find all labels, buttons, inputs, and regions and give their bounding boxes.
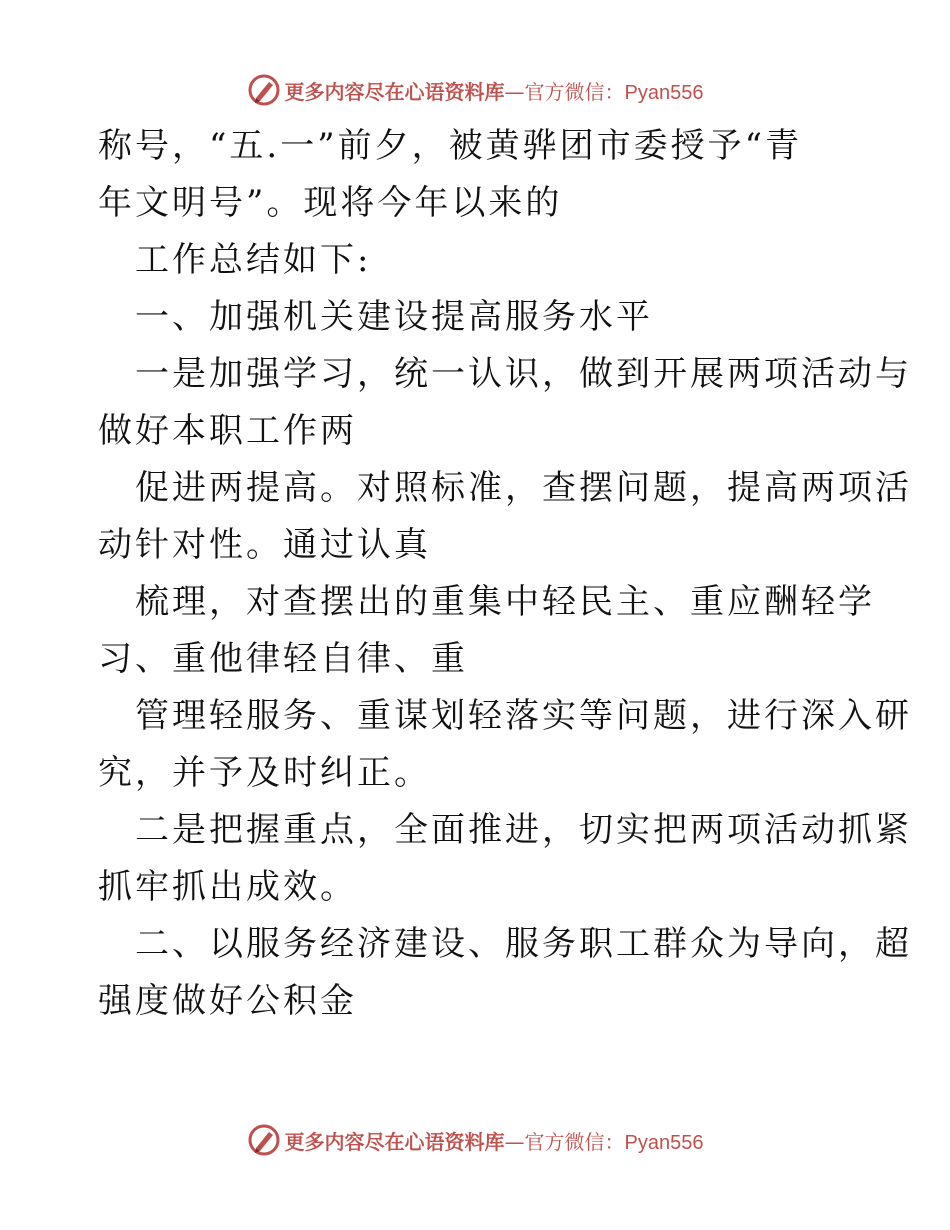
text-line: 称号，“五.一”前夕，被黄骅团市委授予“青 <box>98 126 802 166</box>
paragraph <box>98 802 912 916</box>
watermark-contact-label: 官方微信： <box>524 79 625 104</box>
document-body <box>98 118 912 1030</box>
footer-watermark-banner <box>0 1120 950 1160</box>
watermark-contact-label: 官方微信： <box>524 1129 625 1154</box>
text-line: 一是加强学习，统一认识，做到开展两项活动与 <box>135 354 912 394</box>
pen-logo-icon <box>247 73 281 107</box>
text-line: 梳理，对查摆出的重集中轻民主、重应酬轻学 <box>135 582 875 622</box>
text-line: 究，并予及时纠正。 <box>98 753 431 793</box>
text-line: 一、加强机关建设提高服务水平 <box>135 297 653 337</box>
footer-watermark-text <box>285 1126 704 1155</box>
watermark-dash: — <box>504 79 525 104</box>
paragraph <box>98 232 858 289</box>
text-line: 强度做好公积金 <box>98 981 357 1021</box>
watermark-site-name: 更多内容尽在心语资料库 <box>284 1129 505 1154</box>
text-line: 动针对性。通过认真 <box>98 525 431 565</box>
watermark-dash: — <box>504 1129 525 1154</box>
pen-logo-icon <box>247 1123 281 1157</box>
text-line: 习、重他律轻自律、重 <box>98 639 468 679</box>
header-watermark-banner <box>0 70 950 110</box>
watermark-contact-id: Pyan556 <box>624 81 704 104</box>
text-line: 二是把握重点，全面推进，切实把两项活动抓紧 <box>135 810 912 850</box>
text-line: 年文明号”。现将今年以来的 <box>98 183 563 223</box>
paragraph <box>98 688 912 802</box>
watermark-contact-id: Pyan556 <box>624 1131 704 1154</box>
text-line: 做好本职工作两 <box>98 411 357 451</box>
paragraph <box>98 118 858 232</box>
text-line: 促进两提高。对照标准，查摆问题，提高两项活 <box>135 468 912 508</box>
header-watermark-text <box>285 76 704 105</box>
paragraph <box>98 346 912 460</box>
text-line: 二、以服务经济建设、服务职工群众为导向，超 <box>135 924 912 964</box>
section-heading <box>98 916 912 1030</box>
text-line: 管理轻服务、重谋划轻落实等问题，进行深入研 <box>135 696 912 736</box>
text-line: 工作总结如下: <box>135 240 372 280</box>
paragraph <box>98 460 912 574</box>
paragraph <box>98 574 875 688</box>
section-heading <box>98 289 858 346</box>
text-line: 抓牢抓出成效。 <box>98 867 357 907</box>
watermark-site-name: 更多内容尽在心语资料库 <box>284 79 505 104</box>
